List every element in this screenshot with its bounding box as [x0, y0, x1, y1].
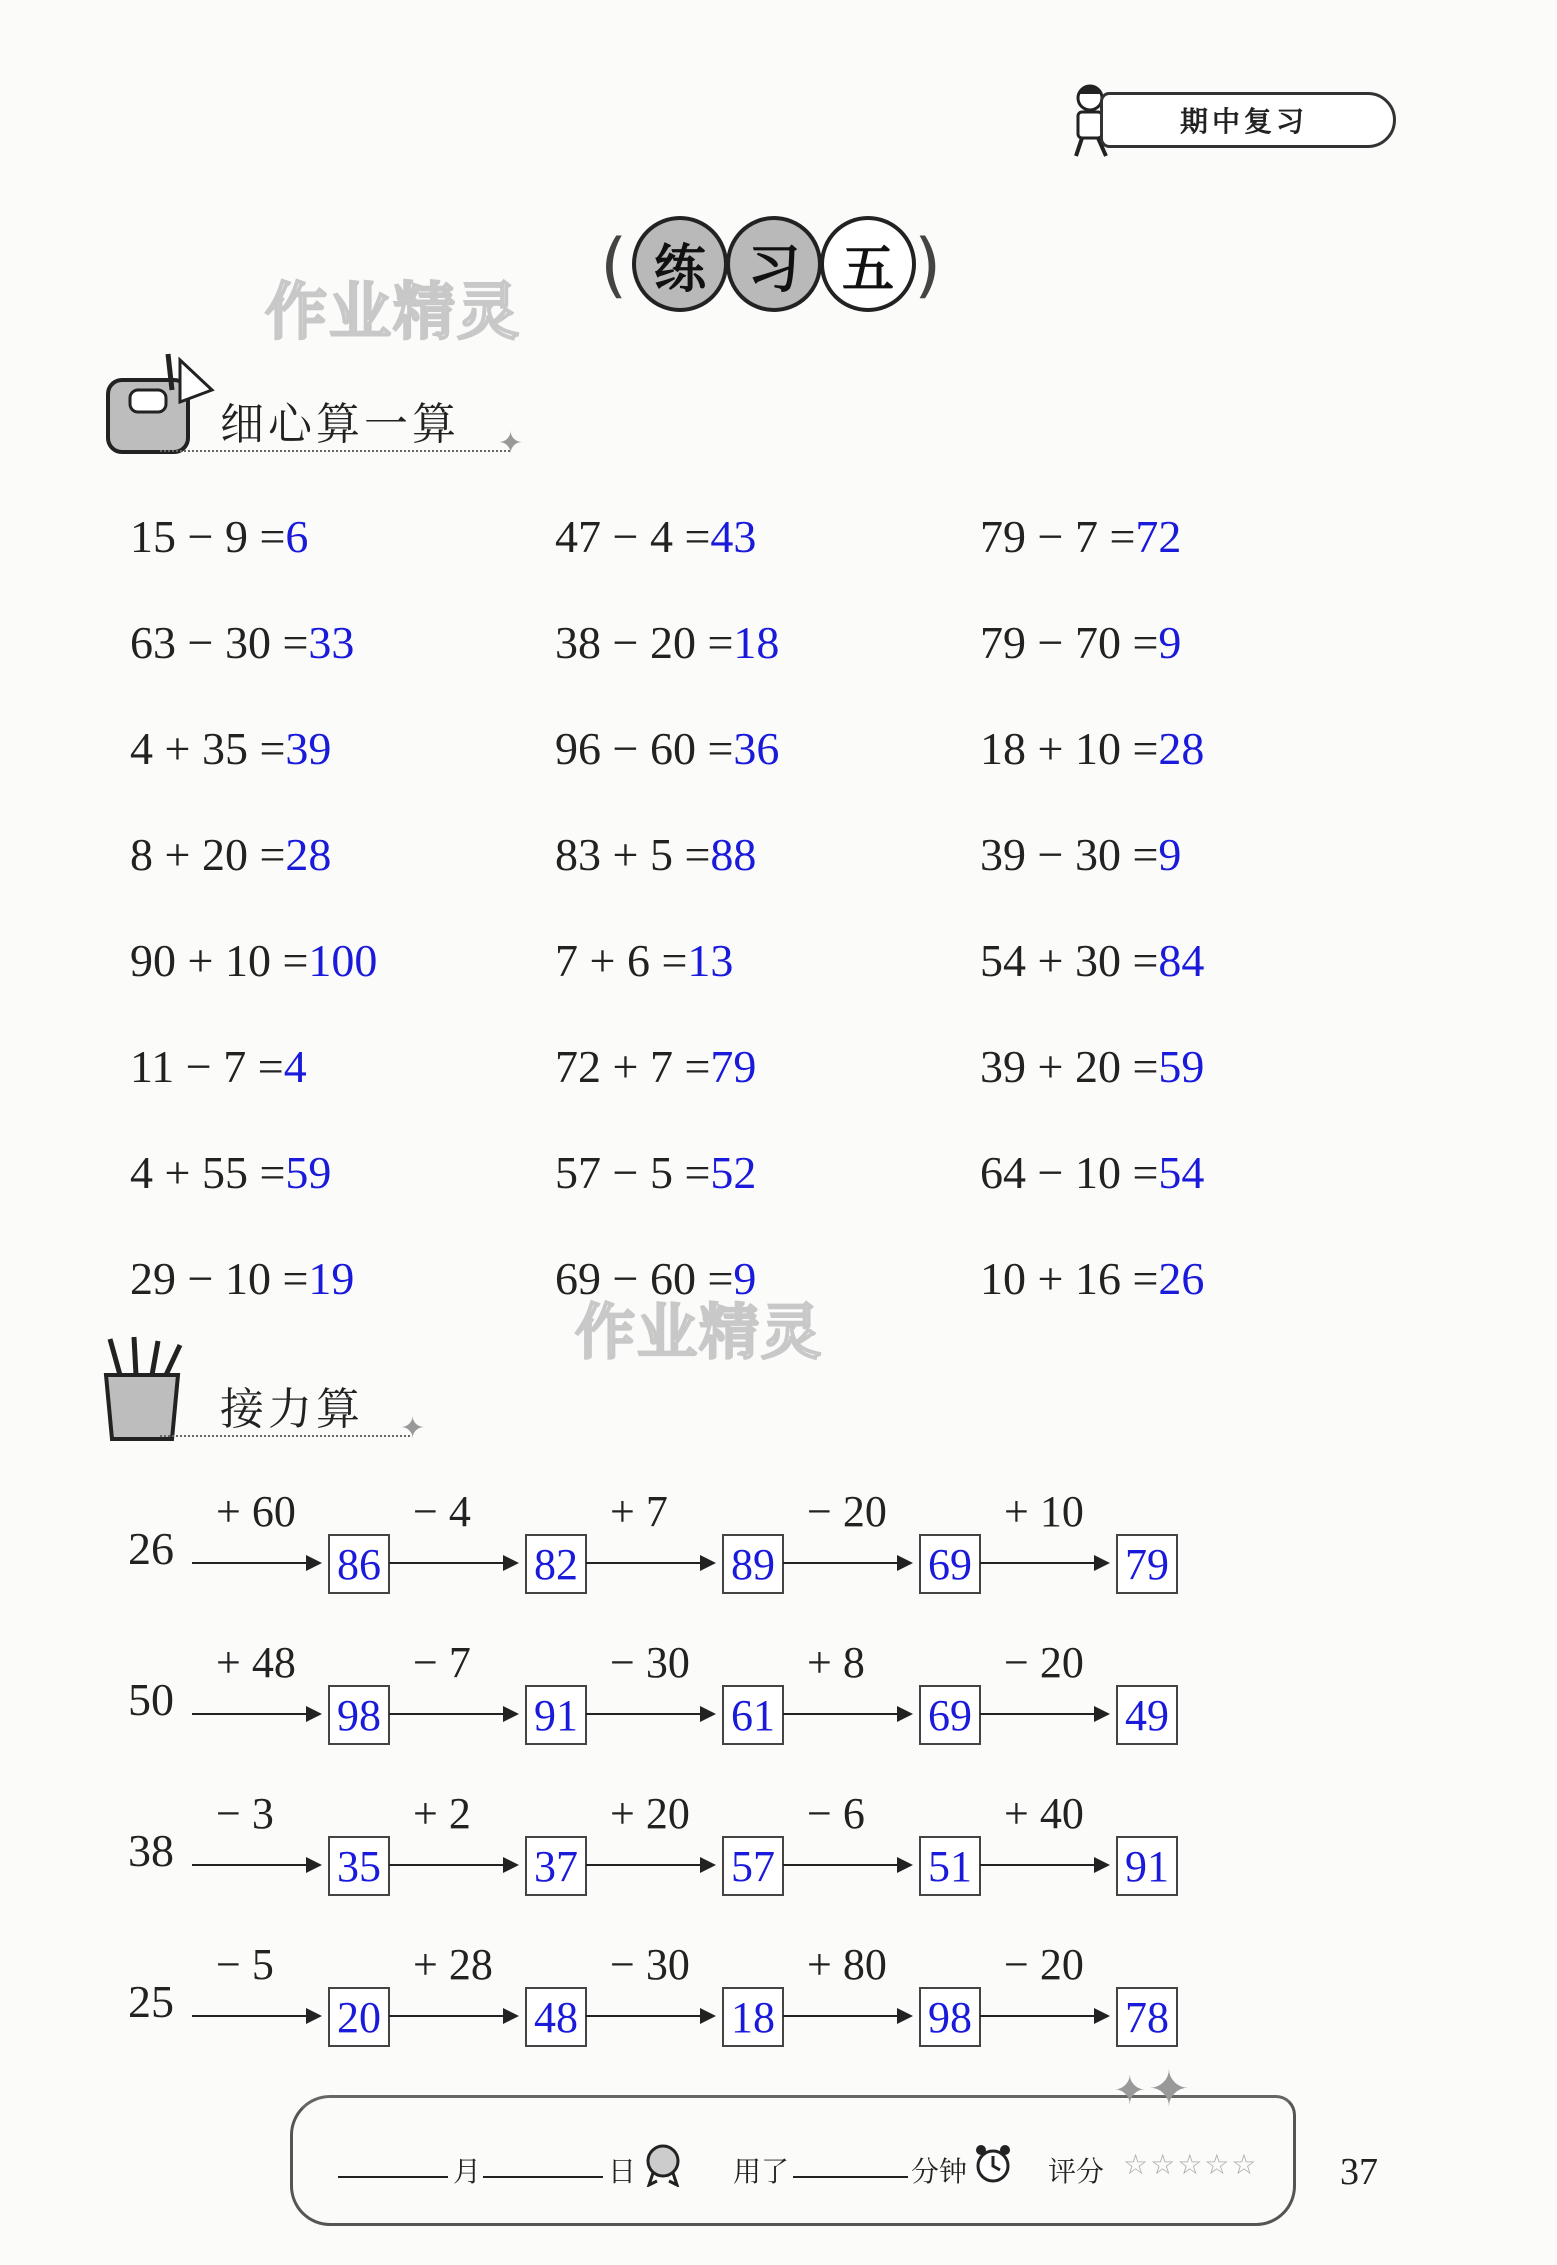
equation-answer[interactable]: 39 — [285, 723, 332, 774]
equation — [130, 934, 377, 987]
chain-operation: + 2 — [413, 1789, 471, 1838]
chain-answer-box[interactable]: 57 — [722, 1836, 784, 1896]
equation — [130, 722, 331, 775]
equation — [980, 616, 1181, 669]
equation-question: 90 + 10 = — [130, 935, 309, 986]
chain-answer-box[interactable]: 78 — [1116, 1987, 1178, 2047]
chain-arrow — [980, 1713, 1108, 1715]
equation — [555, 510, 756, 563]
chain-operation: − 20 — [807, 1487, 887, 1536]
equation — [980, 1252, 1204, 1305]
star-icon: ✦ — [400, 1411, 426, 1446]
chain-answer-box[interactable]: 86 — [328, 1534, 390, 1594]
chain-operation: − 6 — [807, 1789, 865, 1838]
equation-question: 29 − 10 = — [130, 1253, 309, 1304]
chain-arrow — [389, 1864, 517, 1866]
title-char-3: 五 — [820, 216, 916, 312]
chain-answer-box[interactable]: 48 — [525, 1987, 587, 2047]
equation — [555, 722, 779, 775]
chain-answer-box[interactable]: 98 — [328, 1685, 390, 1745]
equation — [980, 510, 1181, 563]
watermark: 作业精灵 — [575, 1298, 823, 1368]
equation — [555, 616, 779, 669]
title-char-2: 习 — [726, 216, 822, 312]
section-underline — [160, 450, 510, 452]
title-char-1: 练 — [632, 216, 728, 312]
equation — [130, 510, 308, 563]
equation-question: 38 − 20 = — [555, 617, 734, 668]
chain-arrow — [980, 1864, 1108, 1866]
pencil-cup-icon — [100, 1335, 200, 1445]
footer-record-box — [290, 2060, 1296, 2226]
chain-start-number: 25 — [128, 1976, 174, 2027]
equation-answer[interactable]: 36 — [733, 723, 780, 774]
chain-answer-box[interactable]: 79 — [1116, 1534, 1178, 1594]
chain-answer-box[interactable]: 61 — [722, 1685, 784, 1745]
equation-answer[interactable]: 9 — [733, 1253, 757, 1304]
equation-answer[interactable]: 100 — [308, 935, 378, 986]
section-underline — [160, 1435, 410, 1437]
left-bracket-icon: ( — [600, 224, 628, 306]
chain-arrow — [389, 2015, 517, 2017]
chain-arrow — [192, 2015, 320, 2017]
chain-start-number: 50 — [128, 1674, 174, 1725]
equation-answer[interactable]: 43 — [710, 511, 757, 562]
equation-answer[interactable]: 13 — [687, 935, 734, 986]
chain-arrow — [980, 2015, 1108, 2017]
minutes-label: 分钟 — [911, 2155, 968, 2188]
equation-answer[interactable]: 4 — [283, 1041, 307, 1092]
chain-operation: + 40 — [1004, 1789, 1084, 1838]
equation-answer[interactable]: 52 — [710, 1147, 757, 1198]
equation-question: 72 + 7 = — [555, 1041, 711, 1092]
equation-question: 69 − 60 = — [555, 1253, 734, 1304]
right-bracket-icon: ) — [914, 224, 942, 306]
chain-arrow — [586, 2015, 714, 2017]
equation-question: 7 + 6 = — [555, 935, 688, 986]
chain-answer-box[interactable]: 98 — [919, 1987, 981, 2047]
equation-answer[interactable]: 59 — [1158, 1041, 1205, 1092]
chain-operation: + 80 — [807, 1940, 887, 1989]
star-icon: ✦ — [1113, 2068, 1147, 2114]
chain-answer-box[interactable]: 51 — [919, 1836, 981, 1896]
chain-answer-box[interactable]: 20 — [328, 1987, 390, 2047]
equation-question: 79 − 70 = — [980, 617, 1159, 668]
chain-answer-box[interactable]: 91 — [525, 1685, 587, 1745]
star-icon: ✦ — [498, 426, 524, 461]
chain-operation: − 5 — [216, 1940, 274, 1989]
chain-answer-box[interactable]: 82 — [525, 1534, 587, 1594]
equation-answer[interactable]: 79 — [710, 1041, 757, 1092]
equation-question: 57 − 5 = — [555, 1147, 711, 1198]
chain-arrow — [586, 1864, 714, 1866]
equation-question: 39 − 30 = — [980, 829, 1159, 880]
chain-operation: + 7 — [610, 1487, 668, 1536]
equation — [130, 616, 354, 669]
chain-operation: + 10 — [1004, 1487, 1084, 1536]
chain-arrow — [192, 1713, 320, 1715]
equation-question: 64 − 10 = — [980, 1147, 1159, 1198]
equation — [130, 1040, 307, 1093]
equation — [130, 1146, 331, 1199]
equation-answer[interactable]: 9 — [1158, 829, 1182, 880]
equation-question: 4 + 55 = — [130, 1147, 286, 1198]
chain-start-number: 38 — [128, 1825, 174, 1876]
chain-operation: − 3 — [216, 1789, 274, 1838]
equation — [555, 1146, 756, 1199]
equation-question: 4 + 35 = — [130, 723, 286, 774]
section-relay-calc — [100, 1335, 440, 1445]
section-title: 细心算一算 — [220, 399, 460, 450]
chain-answer-box[interactable]: 69 — [919, 1534, 981, 1594]
section-careful-calc — [100, 350, 540, 460]
equation — [130, 1252, 354, 1305]
equation — [555, 1040, 756, 1093]
chain-answer-box[interactable]: 89 — [722, 1534, 784, 1594]
equation — [980, 1146, 1204, 1199]
equation-answer[interactable]: 9 — [1158, 617, 1182, 668]
chain-arrow — [389, 1713, 517, 1715]
chain-arrow — [783, 1864, 911, 1866]
chain-operation: − 20 — [1004, 1638, 1084, 1687]
equation-answer[interactable]: 18 — [733, 617, 780, 668]
chain-arrow — [980, 1562, 1108, 1564]
time-used-label: 用了 — [733, 2155, 790, 2188]
equation-question: 79 − 7 = — [980, 511, 1136, 562]
chain-operation: + 60 — [216, 1487, 296, 1536]
equation-answer[interactable]: 88 — [710, 829, 757, 880]
equation-question: 18 + 10 = — [980, 723, 1159, 774]
equation — [980, 828, 1181, 881]
equation-answer[interactable]: 33 — [308, 617, 355, 668]
equation-question: 39 + 20 = — [980, 1041, 1159, 1092]
equation-question: 63 − 30 = — [130, 617, 309, 668]
star-icon: ✦ — [1148, 2060, 1190, 2118]
chain-arrow — [586, 1713, 714, 1715]
chain-answer-box[interactable]: 49 — [1116, 1685, 1178, 1745]
day-blank[interactable] — [483, 2176, 603, 2178]
equation — [555, 828, 756, 881]
equation-answer[interactable]: 26 — [1158, 1253, 1205, 1304]
chain-answer-box[interactable]: 37 — [525, 1836, 587, 1896]
equation-question: 15 − 9 = — [130, 511, 286, 562]
alarm-clock-icon — [973, 2142, 1013, 2186]
chain-arrow — [389, 1562, 517, 1564]
backpack-icon — [100, 350, 220, 460]
equation-question: 54 + 30 = — [980, 935, 1159, 986]
chain-operation: + 8 — [807, 1638, 865, 1687]
equation-answer[interactable]: 6 — [285, 511, 309, 562]
watermark: 作业精灵 — [265, 275, 522, 348]
equation — [980, 1040, 1204, 1093]
equation-question: 10 + 16 = — [980, 1253, 1159, 1304]
equation — [555, 934, 733, 987]
equation — [980, 934, 1204, 987]
chain-start-number: 26 — [128, 1523, 174, 1574]
medal-icon — [643, 2143, 683, 2187]
month-label: 月 — [453, 2155, 482, 2188]
equation-question: 96 − 60 = — [555, 723, 734, 774]
equation-answer[interactable]: 59 — [285, 1147, 332, 1198]
equation-question: 8 + 20 = — [130, 829, 286, 880]
equation-question: 11 − 7 = — [130, 1041, 284, 1092]
chain-operation: − 4 — [413, 1487, 471, 1536]
chain-operation: − 20 — [1004, 1940, 1084, 1989]
chain-arrow — [783, 1562, 911, 1564]
chain-operation: − 7 — [413, 1638, 471, 1687]
chain-answer-box[interactable]: 18 — [722, 1987, 784, 2047]
equation-answer[interactable]: 28 — [1158, 723, 1205, 774]
chain-arrow — [192, 1562, 320, 1564]
chain-arrow — [783, 1713, 911, 1715]
chain-arrow — [783, 2015, 911, 2017]
chain-operation: − 30 — [610, 1638, 690, 1687]
chain-answer-box[interactable]: 91 — [1116, 1836, 1178, 1896]
rating-stars[interactable]: ☆☆☆☆☆ — [1123, 2148, 1259, 2181]
equation-question: 47 − 4 = — [555, 511, 711, 562]
minutes-blank[interactable] — [793, 2176, 908, 2178]
day-label: 日 — [608, 2155, 637, 2188]
section-tag: 期中复习 — [1180, 105, 1309, 138]
chain-operation: + 20 — [610, 1789, 690, 1838]
chain-arrow — [192, 1864, 320, 1866]
equation-answer[interactable]: 72 — [1135, 511, 1182, 562]
exercise-title — [600, 210, 940, 320]
equation-answer[interactable]: 28 — [285, 829, 332, 880]
equation — [130, 828, 331, 881]
chain-operation: − 30 — [610, 1940, 690, 1989]
score-label: 评分 — [1048, 2155, 1105, 2188]
equation-question: 83 + 5 = — [555, 829, 711, 880]
chain-arrow — [586, 1562, 714, 1564]
equation-answer[interactable]: 54 — [1158, 1147, 1205, 1198]
page-number: 37 — [1340, 2151, 1378, 2193]
chain-operation: + 28 — [413, 1940, 493, 1989]
month-blank[interactable] — [338, 2176, 448, 2178]
chain-answer-box[interactable]: 35 — [328, 1836, 390, 1896]
equation — [980, 722, 1204, 775]
section-title: 接力算 — [220, 1384, 364, 1435]
equation-answer[interactable]: 84 — [1158, 935, 1205, 986]
header-ribbon — [1060, 80, 1400, 160]
chain-answer-box[interactable]: 69 — [919, 1685, 981, 1745]
equation-answer[interactable]: 19 — [308, 1253, 355, 1304]
chain-operation: + 48 — [216, 1638, 296, 1687]
